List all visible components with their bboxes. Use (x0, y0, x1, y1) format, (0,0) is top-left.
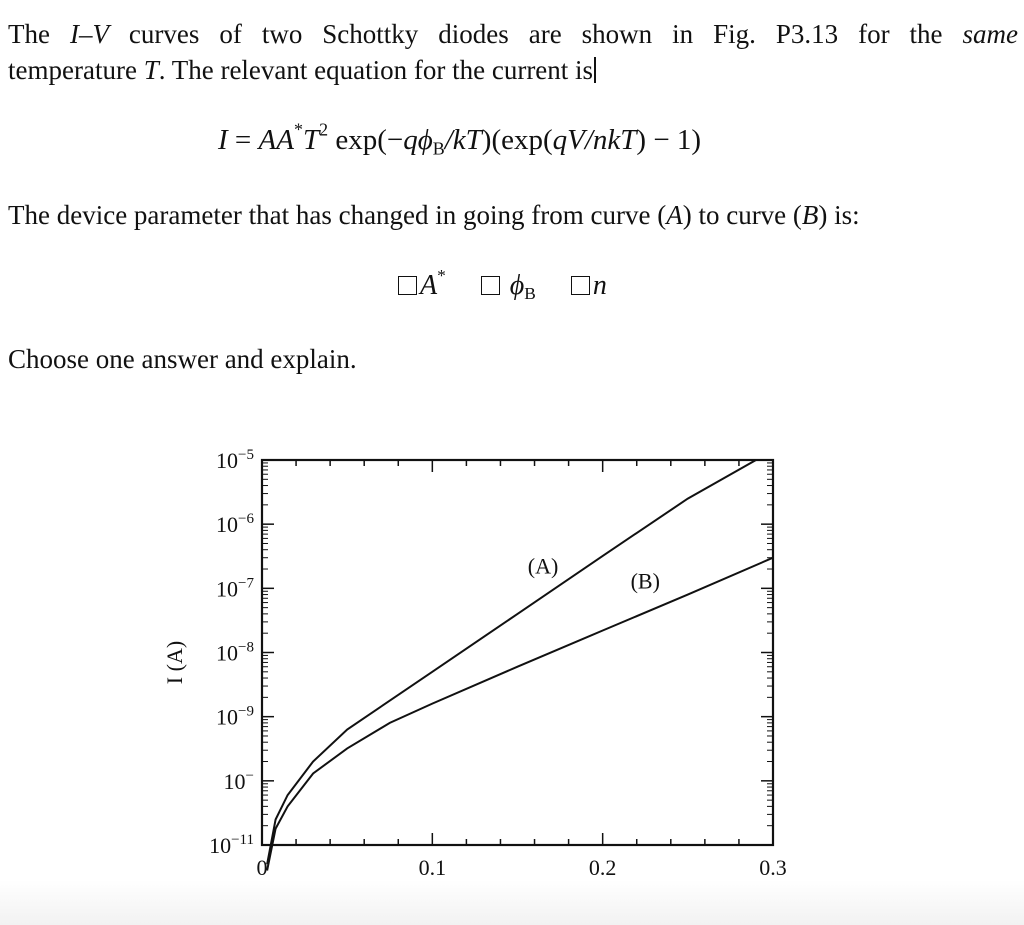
y-tick-label: $10^{-8}$ (216, 639, 254, 666)
bottom-fade (0, 880, 1024, 925)
en-dash: – (78, 19, 93, 49)
option-phi-b[interactable] (481, 270, 536, 302)
x-tick-label: 0 (256, 855, 268, 880)
eq-equals: = (227, 124, 259, 156)
current-equation (218, 119, 702, 159)
eq-nkT: /nkT (584, 124, 637, 156)
instruction-text: Choose one answer and explain. (8, 344, 357, 374)
statement-line-2 (8, 52, 1018, 88)
y-tick-label: $10^{-9}$ (216, 703, 254, 730)
question-text (8, 197, 860, 233)
x-tick-label: 0.2 (588, 855, 617, 880)
eq-square: 2 (319, 119, 329, 140)
text-the: The (8, 19, 70, 49)
q-curve-A: A (666, 200, 683, 230)
option-a-star[interactable] (398, 265, 446, 302)
eq-exp1: exp(− (328, 124, 404, 156)
option-b-sub: B (524, 284, 536, 304)
curve-b (267, 558, 773, 871)
option-c-label: n (592, 270, 607, 301)
eq-q: q (403, 124, 418, 156)
curve-a (267, 460, 756, 864)
checkbox-phi-b[interactable] (481, 276, 500, 295)
var-T: T (143, 55, 159, 85)
eq-T: T (302, 124, 320, 156)
text-cursor (594, 57, 596, 83)
y-tick-label: $10^{-6}$ (216, 511, 254, 538)
statement-line-1 (8, 16, 1018, 52)
option-a-sup: * (437, 265, 446, 285)
x-tick-label: 0.3 (759, 855, 787, 880)
q-mid: ) to curve ( (682, 200, 802, 230)
option-n[interactable] (571, 270, 607, 302)
answer-options (398, 265, 635, 304)
eq-lhs: I (218, 124, 228, 156)
checkbox-a-star[interactable] (398, 276, 417, 295)
eq-sub-B: B (432, 138, 445, 159)
text-relevant-equation: . The relevant equation for the current is (158, 55, 594, 85)
eq-mid: )(exp( (481, 124, 553, 156)
eq-tail: ) − 1) (636, 124, 702, 156)
y-axis-label: I (A) (162, 640, 187, 685)
y-tick-label: 10− (223, 767, 254, 794)
eq-kT: /kT (444, 124, 482, 156)
eq-star: * (293, 119, 303, 140)
q-start: The device parameter that has changed in going from curve ( (8, 200, 667, 230)
eq-qV: qV (552, 124, 585, 156)
iv-curve-chart (0, 430, 1024, 920)
curve-label-b: (B) (630, 568, 660, 594)
y-tick-label: $10^{-11}$ (209, 832, 254, 858)
option-b-label: ϕ (509, 270, 525, 301)
problem-statement (8, 16, 1018, 88)
q-curve-B: B (801, 200, 819, 230)
x-tick-label: 0.1 (418, 855, 447, 880)
eq-AA: AA (258, 124, 294, 156)
q-end: ) is: (818, 200, 860, 230)
curve-label-a: (A) (527, 553, 559, 579)
text-temperature: temperature (8, 55, 144, 85)
plot-frame (262, 460, 773, 845)
word-same: same (962, 19, 1018, 49)
y-tick-label: $10^{-7}$ (216, 575, 254, 602)
option-a-label: A (420, 270, 438, 301)
text-curves: curves of two Schottky diodes are shown in Fig. P3.13 for the (108, 19, 963, 49)
var-I: I (69, 19, 79, 49)
y-tick-label: $10^{-5}$ (216, 447, 254, 473)
eq-phi: ϕ (417, 124, 433, 156)
checkbox-n[interactable] (571, 276, 590, 295)
var-V: V (92, 19, 109, 49)
